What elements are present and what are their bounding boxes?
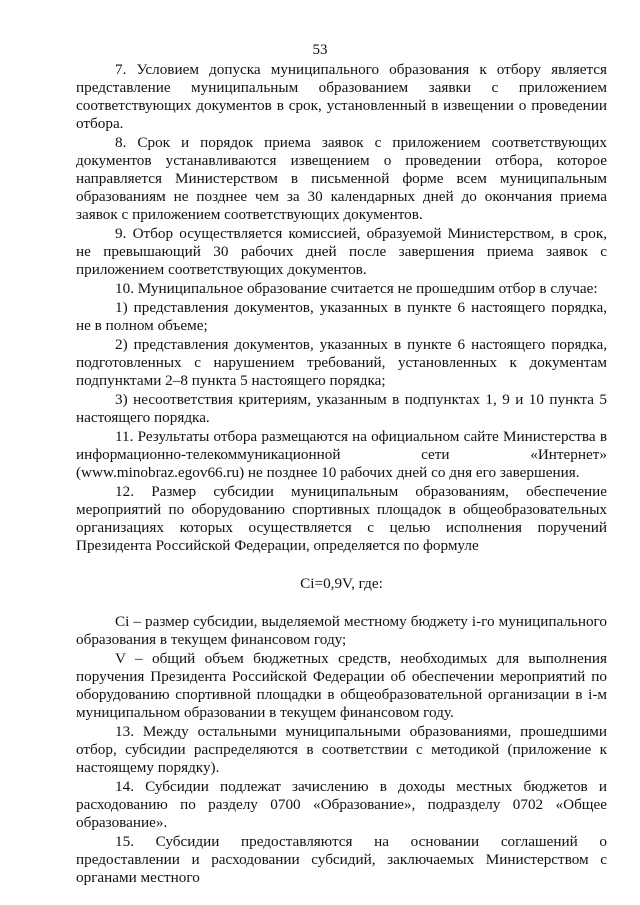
paragraph-15: 15. Субсидии предоставляются на основании соглашений о предоставлении и расходовании субсидий, заключаемых Министерством с органами местного bbox=[76, 833, 607, 886]
document-body bbox=[76, 61, 607, 888]
paragraph-10: 10. Муниципальное образование считается не прошедшим отбор в случае: bbox=[115, 280, 598, 297]
subsidy-formula: Ci=0,9V, где: bbox=[300, 575, 383, 592]
paragraph-10-item-3: 3) несоответствия критериям, указанным в подпунктах 1, 9 и 10 пункта 5 настоящего порядка. bbox=[76, 391, 607, 426]
paragraph-9: 9. Отбор осуществляется комиссией, образуемой Министерством, в срок, не превышающий 30 рабочих дней после завершения приема заявок с приложением соответствующих документов. bbox=[76, 225, 607, 278]
definition-ci: Ci – размер субсидии, выделяемой местному бюджету i-го муниципального образования в текущем финансовом году; bbox=[76, 613, 607, 648]
paragraph-13: 13. Между остальными муниципальными образованиями, прошедшими отбор, субсидии распределяются в соответствии с методикой (приложение к настоящему порядку). bbox=[76, 723, 607, 776]
definition-v: V – общий объем бюджетных средств, необходимых для выполнения поручения Президента Российской Федерации об обеспечении мероприятий по оборудованию спортивной площадки в общеобразовательной организации в i-м муниципальном образовании в текущем финансовом году. bbox=[76, 650, 607, 721]
page-number: 53 bbox=[312, 42, 328, 58]
paragraph-8: 8. Срок и порядок приема заявок с приложением соответствующих документов устанавливаются извещением о проведении отбора, которое направляется Министерством в письменной форме всем муниципальным образованиям не позднее чем за 30 календарных дней до окончания приема заявок с приложением соответствующих документов. bbox=[76, 134, 607, 223]
paragraph-10-item-1: 1) представления документов, указанных в пункте 6 настоящего порядка, не в полном объеме; bbox=[76, 299, 607, 334]
paragraph-10-item-2: 2) представления документов, указанных в пункте 6 настоящего порядка, подготовленных с нарушением требований, установленных к документам подпунктами 2–8 пункта 5 настоящего порядка; bbox=[76, 336, 607, 389]
paragraph-12: 12. Размер субсидии муниципальным образованиям, обеспечение мероприятий по оборудованию спортивных площадок в общеобразовательных организациях которых осуществляется с целью исполнения поручений Президента Российской Федерации, определяется по формуле bbox=[76, 483, 607, 554]
paragraph-14: 14. Субсидии подлежат зачислению в доходы местных бюджетов и расходованию по разделу 0700 «Образование», подразделу 0702 «Общее образование». bbox=[76, 778, 607, 831]
paragraph-7: 7. Условием допуска муниципального образования к отбору является представление муниципальным образованием заявки с приложением соответствующих документов в срок, установленный в извещении о проведении отбора. bbox=[76, 61, 607, 132]
paragraph-11: 11. Результаты отбора размещаются на официальном сайте Министерства в информационно-телекоммуникационной сети «Интернет» (www.minobraz.egov66.ru) не позднее 10 рабочих дней со дня его завершения. bbox=[76, 428, 607, 481]
